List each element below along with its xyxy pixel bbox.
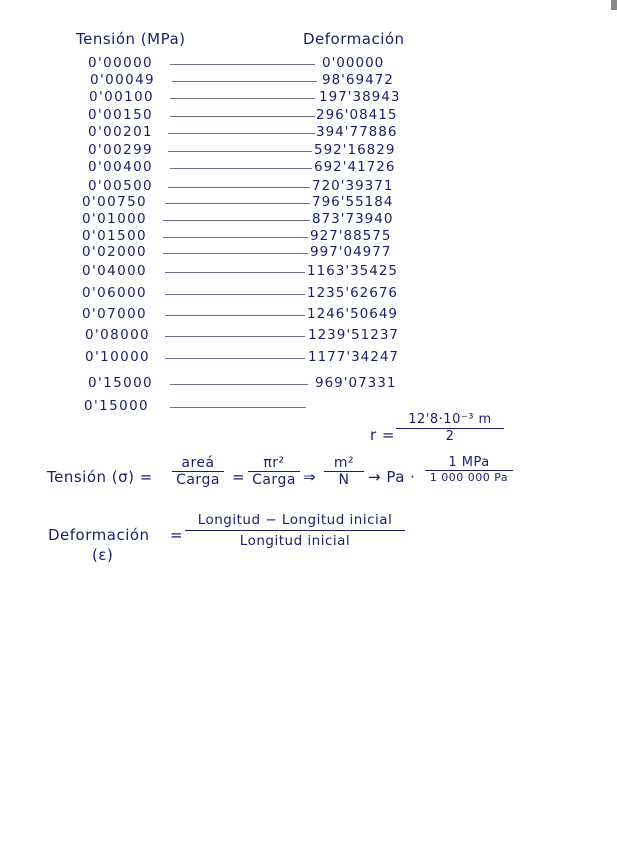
stress-value: 0'00500	[88, 178, 154, 194]
strain-denominator: Longitud inicial	[239, 533, 351, 549]
strain-value: 997'04977	[310, 244, 392, 260]
strain-value: 873'73940	[312, 211, 394, 227]
radius-denominator: 2	[445, 429, 455, 444]
table-row	[0, 89, 617, 107]
fraction-3-denominator: N	[338, 472, 350, 488]
stress-value: 0'00299	[88, 142, 154, 158]
strain-value: 1163'35425	[307, 263, 399, 279]
tension-fraction-2	[248, 455, 300, 488]
fraction-3-numerator: m²	[324, 455, 364, 472]
connector-line	[170, 98, 315, 99]
table-row	[0, 124, 617, 142]
table-row	[0, 244, 617, 262]
table-row	[0, 306, 617, 324]
table-row	[0, 398, 617, 416]
stress-value: 0'00150	[88, 107, 154, 123]
table-row	[0, 349, 617, 367]
table-row	[0, 194, 617, 212]
fraction-4-numerator: 1 MPa	[425, 455, 513, 471]
stress-value: 0'07000	[82, 306, 148, 322]
strain-value: 1239'51237	[308, 327, 400, 343]
table-row	[0, 211, 617, 229]
radius-fraction	[396, 412, 504, 444]
connector-line	[165, 358, 305, 359]
stress-value: 0'02000	[82, 244, 148, 260]
table-row	[0, 375, 617, 393]
radius-lhs: r =	[370, 426, 396, 444]
strain-fraction	[185, 512, 405, 549]
strain-value: 796'55184	[312, 194, 394, 210]
fraction-2-denominator: Carga	[252, 472, 296, 488]
radius-numerator: 12'8·10⁻³ m	[396, 412, 504, 429]
connector-line	[170, 384, 308, 385]
fraction-1-denominator: Carga	[176, 472, 220, 488]
stress-value: 0'06000	[82, 285, 148, 301]
tension-fraction-4	[425, 455, 513, 484]
fraction-2-numerator: πr²	[248, 455, 300, 472]
connector-line	[165, 294, 305, 295]
connector-line	[170, 407, 306, 408]
stress-value: 0'00049	[90, 72, 156, 88]
strain-value: 98'69472	[322, 72, 394, 88]
strain-value: 720'39371	[312, 178, 394, 194]
connector-line	[165, 272, 305, 273]
table-row	[0, 142, 617, 160]
table-row	[0, 55, 617, 73]
equals-sign: =	[232, 468, 246, 486]
unit-arrow: → Pa ·	[368, 468, 416, 486]
strain-value: 969'07331	[315, 375, 397, 391]
tension-fraction-3	[324, 455, 364, 488]
strain-value: 1246'50649	[307, 306, 399, 322]
strain-value: 197'38943	[319, 89, 401, 105]
stress-value: 0'15000	[88, 375, 154, 391]
table-row	[0, 72, 617, 90]
stress-value: 0'00750	[82, 194, 148, 210]
connector-line	[165, 203, 310, 204]
connector-line	[170, 116, 315, 117]
stress-value: 0'15000	[84, 398, 150, 414]
table-row	[0, 285, 617, 303]
stress-value: 0'01500	[82, 228, 148, 244]
connector-line	[168, 151, 312, 152]
strain-equals: =	[170, 526, 184, 544]
implies-arrow: ⇒	[303, 468, 317, 486]
stress-value: 0'08000	[85, 327, 151, 343]
strain-value: 1177'34247	[308, 349, 400, 365]
stress-value: 0'00100	[89, 89, 155, 105]
strain-symbol: (ε)	[92, 546, 114, 564]
stress-column-header: Tensión (MPa)	[76, 30, 186, 48]
connector-line	[165, 336, 305, 337]
connector-line	[165, 315, 305, 316]
connector-line	[172, 81, 317, 82]
strain-value: 296'08415	[316, 107, 398, 123]
strain-value: 0'00000	[322, 55, 385, 71]
fraction-1-numerator: areá	[172, 455, 224, 472]
connector-line	[163, 220, 310, 221]
strain-numerator: Longitud − Longitud inicial	[185, 512, 405, 531]
fraction-4-denominator: 1 000 000 Pa	[429, 471, 509, 484]
table-row	[0, 159, 617, 177]
strain-lhs: Deformación	[48, 526, 150, 544]
table-row	[0, 107, 617, 125]
stress-value: 0'00400	[88, 159, 154, 175]
strain-value: 394'77886	[316, 124, 398, 140]
table-row	[0, 327, 617, 345]
strain-value: 1235'62676	[307, 285, 399, 301]
stress-value: 0'10000	[85, 349, 151, 365]
strain-value: 927'88575	[310, 228, 392, 244]
tension-fraction-1	[172, 455, 224, 488]
stress-value: 0'00201	[88, 124, 154, 140]
strain-column-header: Deformación	[303, 30, 405, 48]
connector-line	[168, 133, 315, 134]
connector-line	[163, 237, 308, 238]
strain-value: 692'41726	[314, 159, 396, 175]
connector-line	[170, 64, 315, 65]
table-row	[0, 263, 617, 281]
connector-line	[168, 187, 310, 188]
page-corner	[611, 0, 617, 10]
tension-lhs: Tensión (σ) =	[47, 468, 153, 486]
connector-line	[170, 168, 312, 169]
stress-value: 0'01000	[82, 211, 148, 227]
strain-value: 592'16829	[314, 142, 396, 158]
stress-value: 0'04000	[82, 263, 148, 279]
stress-value: 0'00000	[88, 55, 154, 71]
connector-line	[163, 253, 308, 254]
